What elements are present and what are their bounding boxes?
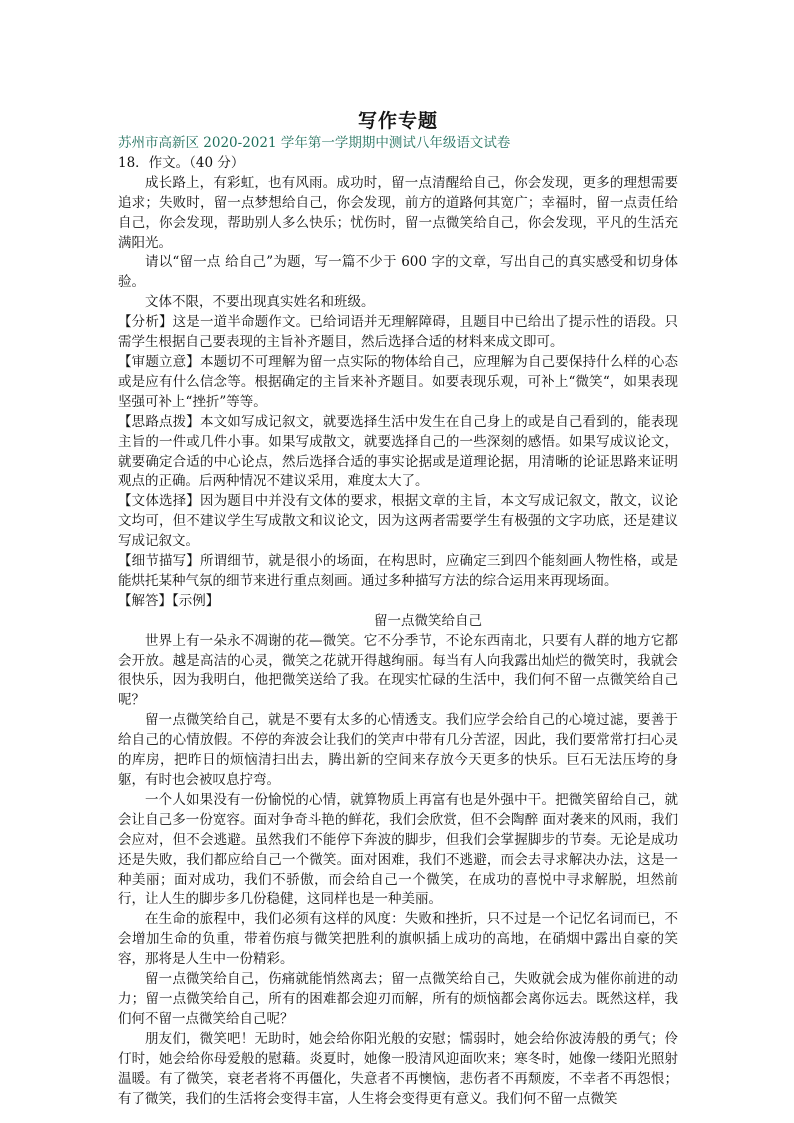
- source-line: 苏州市高新区 2020-2021 学年第一学期期中测试八年级语文试卷: [118, 135, 511, 151]
- document-page: [118, 108, 678, 1109]
- question-heading: 18．作文。（40 分）: [118, 154, 245, 171]
- essay-title: 留一点微笑给自己: [374, 612, 482, 629]
- essay-paragraph: 在生命的旅程中，我们必须有这样的风度：失败和挫折，只不过是一个记忆名词而已，不会增加生命的负重，带着伤痕与微笑把胜利的旗帜插上成功的高地，在硝烟中露出自豪的笑容，那将是人生中一份精彩。: [118, 911, 678, 968]
- page-title: 写作专题: [357, 110, 438, 132]
- analysis-paragraph: 【分析】这是一道半命题作文。已给词语并无理解障碍，且题目中已给出了提示性的语段。只需学生根据自己要表现的主旨补齐题目，然后选择合适的材料来成文即可。: [118, 314, 678, 351]
- prompt-instruction: 请以“留一点 给自己”为题，写一篇不少于 600 字的文章，写出自己的真实感受和切身体验。: [118, 254, 678, 291]
- essay-paragraph: 留一点微笑给自己，伤痛就能悄然离去；留一点微笑给自己，失败就会成为催你前进的动力；留一点微笑给自己，所有的困难都会迎刃而解，所有的烦恼都会离你远去。既然这样，我们何不留一点微笑给自己呢？: [118, 971, 678, 1027]
- analysis-approach: 【思路点拨】本文如写成记叙文，就要选择生活中发生在自己身上的或是自己看到的，能表现主旨的一件或几件小事。如果写成散文，就要选择自己的一些深刻的感悟。如果写成议论文，就要确定合适的中心论点，然后选择合适的事实论据或是道理论据，用清晰的论证思路来证明观点的正确。后两种情况不建议采用，难度太大了。: [118, 413, 678, 490]
- prompt-paragraph: 成长路上，有彩虹，也有风雨。成功时，留一点清醒给自己，你会发现，更多的理想需要追求；失败时，留一点梦想给自己，你会发现，前方的道路何其宽广；幸福时，留一点责任给自己，你会发现，帮助别人多么快乐；忧伤时，留一点微笑给自己，你会发现，平凡的生活充满阳光。: [118, 174, 678, 251]
- essay-paragraph: 留一点微笑给自己，就是不要有太多的心情透支。我们应学会给自己的心境过滤，要善于给自己的心情放假。不停的奔波会让我们的笑声中带有几分苦涩，因此，我们要常常打扫心灵的库房，把昨日的烦恼清扫出去，腾出新的空间来存放今天更多的快乐。巨石无法压垮的身躯，有时也会被叹息拧弯。: [118, 712, 678, 788]
- essay-paragraph: 世界上有一朵永不凋谢的花—微笑。它不分季节，不论东西南北，只要有人群的地方它都会开放。越是高洁的心灵，微笑之花就开得越绚丽。每当有人向我露出灿烂的微笑时，我就会很快乐，因为我明白，他把微笑送给了我。在现实忙碌的生活中，我们何不留一点微笑给自己呢？: [118, 632, 678, 709]
- analysis-topic: 【审题立意】本题切不可理解为留一点实际的物体给自己，应理解为自己要保持什么样的心态或是应有什么信念等。根据确定的主旨来补齐题目。如要表现乐观，可补上“微笑“，如果表现坚强可补上“挫折”等等。: [118, 353, 678, 410]
- analysis-genre: 【文体选择】因为题目中并没有文体的要求，根据文章的主旨，本文写成记叙文，散文，议论文均可，但不建议学生写成散文和议论文，因为这两者需要学生有极强的文字功底，还是建议写成记叙文。: [118, 493, 678, 550]
- essay-paragraph: 朋友们，微笑吧！无助时，她会给你阳光般的安慰；懦弱时，她会给你波涛般的勇气；伶仃时，她会给你母爱般的慰藉。炎夏时，她像一股清风迎面吹来；寒冬时，她像一缕阳光照射温暖。有了微笑，衰老者将不再僵化，失意者不再懊恼，悲伤者不再颓废，不幸者不再怨恨；有了微笑，我们的生活将会变得丰富，人生将会变得更有意义。我们何不留一点微笑: [118, 1030, 678, 1107]
- prompt-requirement: 文体不限，不要出现真实姓名和班级。: [145, 294, 375, 311]
- essay-paragraph: 一个人如果没有一份愉悦的心情，就算物质上再富有也是外强中干。把微笑留给自己，就会让自己多一份宽容。面对争奇斗艳的鲜花，我们会欣赏，但不会陶醉 面对袭来的风雨，我们会应对，但不会逃避。虽然我们不能停下奔波的脚步，但我们会掌握脚步的节奏。无论是成功还是失败，我们都应给自己一个微笑。面对困难，我们不逃避，而会去寻求解决办法，这是一种美丽；面对成功，我们不骄傲，而会给自己一个微笑，在成功的喜悦中寻求解脱，坦然前行，让人生的脚步多几份稳健，这同样也是一种美丽。: [118, 791, 678, 908]
- analysis-detail: 【细节描写】所谓细节，就是很小的场面，在构思时，应确定三到四个能刻画人物性格，或是能烘托某种气氛的细节来进行重点刻画。通过多种描写方法的综合运用来再现场面。: [118, 553, 678, 589]
- answer-label: 【解答】【示例】: [118, 592, 220, 609]
